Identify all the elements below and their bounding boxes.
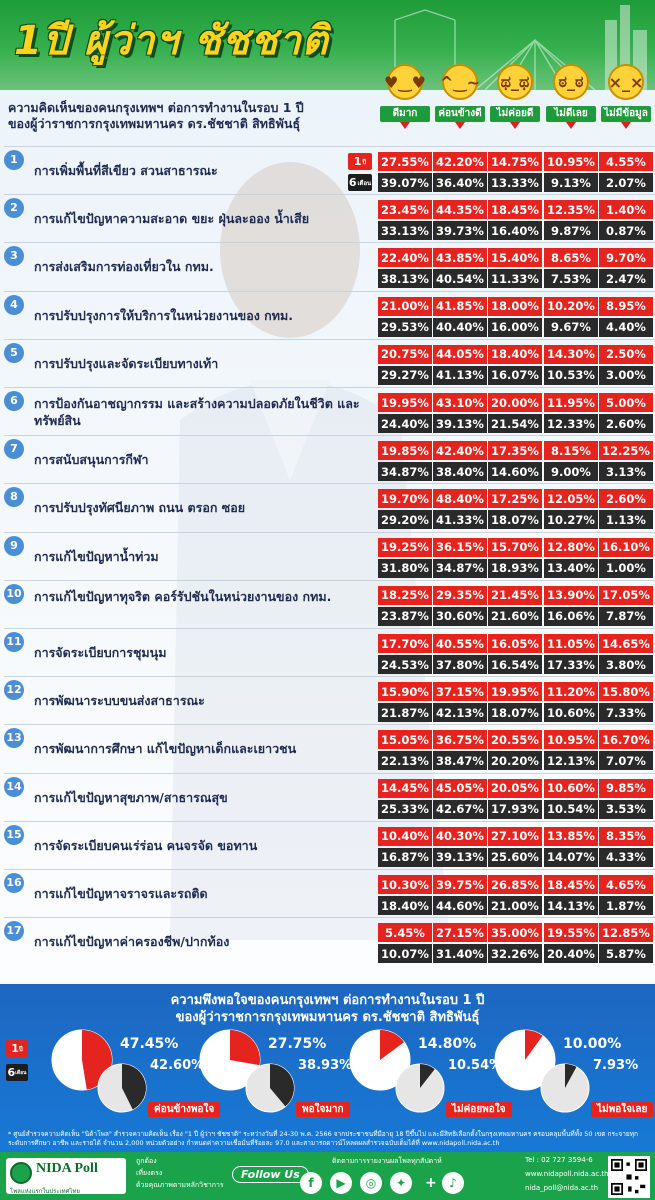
value-1-year-col-2: 36.15%	[433, 538, 487, 557]
value-6-month-col-2: 30.60%	[433, 607, 487, 626]
value-6-month-col-2: 31.40%	[433, 944, 487, 963]
value-1-year-col-4: 10.95%	[544, 152, 598, 171]
row-separator	[4, 194, 655, 195]
row-number: 17	[4, 921, 24, 941]
value-1-year-col-4: 10.60%	[544, 779, 598, 798]
value-6-month-col-4: 10.27%	[544, 510, 598, 529]
row-separator	[4, 917, 655, 918]
period-tag-6-month-num: 6	[348, 176, 357, 189]
legend-label-4: ไม่ดีเลย	[546, 106, 596, 122]
row-number: 15	[4, 825, 24, 845]
value-1-year-col-4: 11.20%	[544, 682, 598, 701]
value-1-year-col-5: 2.50%	[599, 345, 653, 364]
value-1-year-col-4: 10.20%	[544, 297, 598, 316]
value-6-month-col-5: 1.13%	[599, 510, 653, 529]
value-6-month-col-3: 18.93%	[488, 559, 542, 578]
value-6-month-col-5: 3.53%	[599, 800, 653, 819]
value-6-month-col-4: 7.53%	[544, 269, 598, 288]
row-separator	[4, 532, 655, 533]
value-6-month-col-5: 3.80%	[599, 655, 653, 674]
value-1-year-col-1: 15.90%	[378, 682, 432, 701]
row-separator	[4, 676, 655, 677]
value-1-year-col-3: 14.75%	[488, 152, 542, 171]
legend-label-5: ไม่มีข้อมูล	[601, 106, 651, 122]
row-separator	[4, 387, 655, 388]
pie-1-year-slice	[230, 1030, 260, 1065]
value-1-year-col-1: 21.00%	[378, 297, 432, 316]
value-1-year-col-5: 8.95%	[599, 297, 653, 316]
value-6-month-col-2: 40.54%	[433, 269, 487, 288]
row-number: 8	[4, 487, 24, 507]
value-1-year-col-1: 17.70%	[378, 634, 432, 653]
pie-1-year-value: 47.45%	[120, 1036, 179, 1052]
row-label: การปรับปรุงทัศนียภาพ ถนน ตรอก ซอย	[34, 500, 246, 516]
instagram-icon[interactable]: ◎	[360, 1172, 382, 1194]
row-separator	[4, 242, 655, 243]
youtube-icon[interactable]: ▶	[330, 1172, 352, 1194]
row-separator	[4, 291, 655, 292]
row-label: การจัดระเบียบคนเร่ร่อน คนจรจัด ขอทาน	[34, 837, 258, 853]
row-number: 1	[4, 150, 24, 170]
row-separator	[4, 724, 655, 725]
value-6-month-col-5: 2.07%	[599, 173, 653, 192]
value-1-year-col-3: 18.00%	[488, 297, 542, 316]
row-separator	[4, 146, 655, 147]
value-1-year-col-4: 13.85%	[544, 827, 598, 846]
value-1-year-col-3: 16.05%	[488, 634, 542, 653]
value-1-year-col-3: 18.45%	[488, 200, 542, 219]
subtitle	[8, 100, 368, 132]
value-1-year-col-4: 19.55%	[544, 923, 598, 942]
slogan-1: ถูกต้อง	[136, 1157, 157, 1165]
wink-emoji-icon: ^‿~	[442, 64, 478, 100]
value-6-month-col-4: 10.60%	[544, 703, 598, 722]
logo-subtitle: โพลแห่งแรกในประเทศไทย	[10, 1188, 80, 1195]
value-6-month-col-1: 23.87%	[378, 607, 432, 626]
value-6-month-col-1: 24.40%	[378, 414, 432, 433]
value-6-month-col-3: 14.60%	[488, 462, 542, 481]
value-1-year-col-2: 36.75%	[433, 730, 487, 749]
row-separator	[4, 821, 655, 822]
row-label: การแก้ไขปัญหาสุขภาพ/สาธารณสุข	[34, 789, 228, 805]
value-6-month-col-4: 10.54%	[544, 800, 598, 819]
value-1-year-col-5: 8.35%	[599, 827, 653, 846]
pie-category-label: ไม่พอใจเลย	[591, 1102, 653, 1117]
value-6-month-col-2: 38.40%	[433, 462, 487, 481]
pie-1-year-value: 27.75%	[268, 1036, 327, 1052]
value-1-year-col-5: 12.85%	[599, 923, 653, 942]
value-6-month-col-4: 9.67%	[544, 318, 598, 337]
pie-legend-1-year-unit: ปี	[18, 1045, 23, 1053]
value-6-month-col-3: 32.26%	[488, 944, 542, 963]
value-6-month-col-1: 22.13%	[378, 751, 432, 770]
value-1-year-col-3: 27.10%	[488, 827, 542, 846]
row-number: 11	[4, 632, 24, 652]
slogan-2: เที่ยงตรง	[136, 1169, 163, 1177]
value-1-year-col-4: 11.05%	[544, 634, 598, 653]
subtitle-line-1: ความคิดเห็นของคนกรุงเทพฯ ต่อการทำงานในรอบ 1 ปี	[8, 100, 304, 115]
row-separator	[4, 869, 655, 870]
row-number: 7	[4, 439, 24, 459]
row-number: 12	[4, 680, 24, 700]
value-6-month-col-1: 39.07%	[378, 173, 432, 192]
value-1-year-col-5: 16.70%	[599, 730, 653, 749]
value-6-month-col-5: 7.87%	[599, 607, 653, 626]
facebook-icon[interactable]: f	[300, 1172, 322, 1194]
value-6-month-col-2: 40.40%	[433, 318, 487, 337]
value-1-year-col-3: 20.55%	[488, 730, 542, 749]
value-6-month-col-3: 16.00%	[488, 318, 542, 337]
value-6-month-col-3: 21.60%	[488, 607, 542, 626]
value-6-month-col-5: 0.87%	[599, 221, 653, 240]
value-6-month-col-2: 37.80%	[433, 655, 487, 674]
value-6-month-col-4: 12.33%	[544, 414, 598, 433]
period-tag-1-year-num: 1	[353, 155, 362, 168]
period-tag-1-year-unit: ปี	[362, 158, 367, 166]
pie-legend-1-year-num: 1	[11, 1042, 19, 1055]
value-1-year-col-1: 10.40%	[378, 827, 432, 846]
value-1-year-col-1: 15.05%	[378, 730, 432, 749]
value-1-year-col-4: 12.80%	[544, 538, 598, 557]
value-1-year-col-3: 21.45%	[488, 586, 542, 605]
value-6-month-col-2: 36.40%	[433, 173, 487, 192]
row-label: การจัดระเบียบการชุมนุม	[34, 645, 167, 660]
row-number: 14	[4, 777, 24, 797]
row-number: 16	[4, 873, 24, 893]
value-6-month-col-2: 39.73%	[433, 221, 487, 240]
value-1-year-col-5: 9.85%	[599, 779, 653, 798]
row-label: การป้องกันอาชญากรรม และสร้างความปลอดภัยในชีวิต และทรัพย์สิน	[34, 396, 360, 428]
value-1-year-col-4: 8.15%	[544, 441, 598, 460]
legend-label-2: ค่อนข้างดี	[435, 106, 485, 122]
value-1-year-col-3: 15.70%	[488, 538, 542, 557]
value-6-month-col-5: 5.87%	[599, 944, 653, 963]
follow-us-badge: Follow Us	[232, 1166, 309, 1183]
row-separator	[4, 628, 655, 629]
value-1-year-col-2: 48.40%	[433, 489, 487, 508]
value-6-month-col-3: 16.07%	[488, 366, 542, 385]
value-1-year-col-5: 17.05%	[599, 586, 653, 605]
value-1-year-col-2: 37.15%	[433, 682, 487, 701]
main-title: 1ปี ผู้ว่าฯ ชัชชาติ	[14, 18, 329, 64]
pie-1-year-value: 10.00%	[563, 1036, 622, 1052]
plus-sign: +	[425, 1175, 437, 1191]
value-1-year-col-4: 12.05%	[544, 489, 598, 508]
value-1-year-col-2: 44.35%	[433, 200, 487, 219]
row-number: 5	[4, 343, 24, 363]
value-6-month-col-4: 13.40%	[544, 559, 598, 578]
value-6-month-col-1: 38.13%	[378, 269, 432, 288]
value-6-month-col-5: 2.47%	[599, 269, 653, 288]
value-1-year-col-5: 9.70%	[599, 248, 653, 267]
row-label: การส่งเสริมการท่องเที่ยวใน กทม.	[34, 259, 214, 275]
row-label: การสนับสนุนการกีฬา	[34, 452, 149, 468]
value-6-month-col-3: 18.07%	[488, 510, 542, 529]
value-6-month-col-3: 16.40%	[488, 221, 542, 240]
satisfaction-title-line-1: ความพึงพอใจของคนกรุงเทพฯ ต่อการทำงานในรอบ 1 ปี	[170, 993, 485, 1008]
row-separator	[4, 580, 655, 581]
row-label: การปรับปรุงการให้บริการในหน่วยงานของ กทม.	[34, 307, 293, 323]
value-1-year-col-2: 43.85%	[433, 248, 487, 267]
value-6-month-col-4: 14.13%	[544, 896, 598, 915]
value-1-year-col-3: 20.05%	[488, 779, 542, 798]
row-number: 4	[4, 295, 24, 315]
value-6-month-col-1: 21.87%	[378, 703, 432, 722]
value-1-year-col-2: 29.35%	[433, 586, 487, 605]
row-label: การพัฒนาระบบขนส่งสาธารณะ	[34, 693, 205, 709]
pie-6-month-value: 10.54%	[448, 1058, 503, 1073]
legend-column-5	[601, 64, 651, 129]
value-6-month-col-4: 14.07%	[544, 848, 598, 867]
value-6-month-col-5: 1.00%	[599, 559, 653, 578]
pie-legend-6-month-unit: เดือน	[15, 1069, 27, 1076]
pie-1-year-value: 14.80%	[418, 1036, 477, 1052]
pie-legend-6-month-num: 6	[7, 1066, 16, 1079]
value-1-year-col-3: 17.35%	[488, 441, 542, 460]
value-1-year-col-4: 12.35%	[544, 200, 598, 219]
value-1-year-col-4: 14.30%	[544, 345, 598, 364]
legend-label-3: ไม่ค่อยดี	[490, 106, 540, 122]
value-1-year-col-1: 19.85%	[378, 441, 432, 460]
value-6-month-col-1: 29.27%	[378, 366, 432, 385]
slogan-3: ด้วยคุณภาพตามหลักวิชาการ	[136, 1181, 224, 1189]
value-6-month-col-4: 12.13%	[544, 751, 598, 770]
value-6-month-col-5: 1.87%	[599, 896, 653, 915]
pie-category-label: ค่อนข้างพอใจ	[148, 1102, 220, 1117]
angry-emoji-icon: ಠ_ಠ	[553, 64, 589, 100]
value-1-year-col-1: 14.45%	[378, 779, 432, 798]
value-1-year-col-3: 26.85%	[488, 875, 542, 894]
value-1-year-col-1: 5.45%	[378, 923, 432, 942]
value-1-year-col-5: 16.10%	[599, 538, 653, 557]
row-separator	[4, 435, 655, 436]
row-number: 2	[4, 198, 24, 218]
legend-arrow-icon	[400, 122, 410, 129]
value-6-month-col-2: 39.13%	[433, 414, 487, 433]
row-label: การปรับปรุงและจัดระเบียบทางเท้า	[34, 355, 219, 371]
value-1-year-col-2: 41.85%	[433, 297, 487, 316]
value-6-month-col-3: 25.60%	[488, 848, 542, 867]
value-1-year-col-2: 27.15%	[433, 923, 487, 942]
pie-6-month-value: 42.60%	[150, 1058, 205, 1073]
value-6-month-col-1: 34.87%	[378, 462, 432, 481]
value-1-year-col-3: 35.00%	[488, 923, 542, 942]
tiktok-icon[interactable]: ♪	[442, 1172, 464, 1194]
value-6-month-col-3: 17.93%	[488, 800, 542, 819]
value-1-year-col-1: 10.30%	[378, 875, 432, 894]
value-1-year-col-4: 18.45%	[544, 875, 598, 894]
value-1-year-col-4: 10.95%	[544, 730, 598, 749]
value-6-month-col-5: 3.00%	[599, 366, 653, 385]
value-1-year-col-5: 5.00%	[599, 393, 653, 412]
value-6-month-col-2: 41.13%	[433, 366, 487, 385]
value-1-year-col-5: 1.40%	[599, 200, 653, 219]
legend-column-4	[546, 64, 596, 129]
legend-column-2	[435, 64, 485, 129]
period-tag-6-month	[348, 174, 372, 191]
value-6-month-col-4: 17.33%	[544, 655, 598, 674]
pie-category-label: พอใจมาก	[296, 1102, 350, 1117]
value-1-year-col-3: 18.40%	[488, 345, 542, 364]
qr-code-icon[interactable]	[608, 1156, 650, 1198]
value-6-month-col-2: 42.13%	[433, 703, 487, 722]
value-1-year-col-1: 19.70%	[378, 489, 432, 508]
value-6-month-col-5: 7.07%	[599, 751, 653, 770]
value-1-year-col-2: 40.30%	[433, 827, 487, 846]
legend-arrow-icon	[510, 122, 520, 129]
value-6-month-col-1: 25.33%	[378, 800, 432, 819]
value-6-month-col-4: 9.87%	[544, 221, 598, 240]
value-1-year-col-2: 44.05%	[433, 345, 487, 364]
value-6-month-col-1: 18.40%	[378, 896, 432, 915]
value-1-year-col-2: 42.40%	[433, 441, 487, 460]
value-1-year-col-2: 43.10%	[433, 393, 487, 412]
contact-tel: Tel : 02 727 3594-6	[525, 1156, 593, 1164]
contact-web[interactable]: www.nidapoll.nida.ac.th	[525, 1170, 609, 1178]
value-1-year-col-5: 4.65%	[599, 875, 653, 894]
logo-text: NIDA Poll	[36, 1161, 98, 1176]
value-1-year-col-5: 4.55%	[599, 152, 653, 171]
twitter-icon[interactable]: ✦	[390, 1172, 412, 1194]
value-6-month-col-5: 4.40%	[599, 318, 653, 337]
subtitle-line-2: ของผู้ว่าราชการกรุงเทพมหานคร ดร.ชัชชาติ สิทธิพันธุ์	[8, 116, 301, 131]
row-label: การเพิ่มพื้นที่สีเขียว สวนสาธารณะ	[34, 163, 218, 178]
value-6-month-col-3: 21.54%	[488, 414, 542, 433]
row-number: 13	[4, 728, 24, 748]
row-label: การแก้ไขปัญหาความสะอาด ขยะ ฝุ่นละออง น้ำเสีย	[34, 211, 310, 227]
row-number: 3	[4, 246, 24, 266]
value-1-year-col-1: 22.40%	[378, 248, 432, 267]
value-6-month-col-1: 24.53%	[378, 655, 432, 674]
value-6-month-col-1: 29.20%	[378, 510, 432, 529]
value-6-month-col-4: 20.40%	[544, 944, 598, 963]
value-1-year-col-5: 2.60%	[599, 489, 653, 508]
row-separator	[4, 339, 655, 340]
row-separator	[4, 773, 655, 774]
dizzy-emoji-icon: ×_×	[608, 64, 644, 100]
row-label: การแก้ไขปัญหาทุจริต คอร์รัปชันในหน่วยงานของ กทม.	[34, 588, 332, 604]
value-6-month-col-3: 11.33%	[488, 269, 542, 288]
row-label: การแก้ไขปัญหาค่าครองชีพ/ปากท้อง	[34, 934, 230, 950]
value-6-month-col-3: 16.54%	[488, 655, 542, 674]
satisfaction-title-line-2: ของผู้ว่าราชการกรุงเทพมหานคร ดร.ชัชชาติ สิทธิพันธุ์	[175, 1010, 480, 1025]
contact-email[interactable]: nida_poll@nida.ac.th	[525, 1184, 599, 1192]
value-1-year-col-5: 12.25%	[599, 441, 653, 460]
period-tag-1-year	[348, 153, 372, 170]
value-6-month-col-5: 2.60%	[599, 414, 653, 433]
follow-subtitle: ติดตามการรายงานผลโพลทุกสัปดาห์	[332, 1157, 442, 1165]
value-1-year-col-2: 40.55%	[433, 634, 487, 653]
value-6-month-col-2: 38.47%	[433, 751, 487, 770]
value-6-month-col-3: 18.07%	[488, 703, 542, 722]
value-1-year-col-3: 19.95%	[488, 682, 542, 701]
value-6-month-col-2: 42.67%	[433, 800, 487, 819]
nida-emblem-icon	[10, 1162, 32, 1184]
value-6-month-col-3: 20.20%	[488, 751, 542, 770]
row-separator	[4, 483, 655, 484]
value-1-year-col-4: 11.95%	[544, 393, 598, 412]
heart-eyes-emoji-icon: ♥‿♥	[387, 64, 423, 100]
value-6-month-col-1: 10.07%	[378, 944, 432, 963]
value-6-month-col-5: 3.13%	[599, 462, 653, 481]
value-1-year-col-5: 14.65%	[599, 634, 653, 653]
value-1-year-col-4: 13.90%	[544, 586, 598, 605]
row-label: การพัฒนาการศึกษา แก้ไขปัญหาเด็กและเยาวชน	[34, 741, 297, 757]
value-6-month-col-2: 44.60%	[433, 896, 487, 915]
value-1-year-col-1: 18.25%	[378, 586, 432, 605]
pie-6-month-value: 7.93%	[593, 1058, 639, 1073]
value-6-month-col-3: 21.00%	[488, 896, 542, 915]
legend-arrow-icon	[621, 122, 631, 129]
legend-arrow-icon	[566, 122, 576, 129]
value-1-year-col-4: 8.65%	[544, 248, 598, 267]
pie-6-month-value: 38.93%	[298, 1058, 353, 1073]
value-6-month-col-3: 13.33%	[488, 173, 542, 192]
value-6-month-col-1: 33.13%	[378, 221, 432, 240]
period-tag-6-month-unit: เดือน	[357, 179, 372, 187]
pie-category-label: ไม่ค่อยพอใจ	[446, 1102, 512, 1117]
value-1-year-col-1: 20.75%	[378, 345, 432, 364]
value-6-month-col-1: 29.53%	[378, 318, 432, 337]
value-1-year-col-1: 19.25%	[378, 538, 432, 557]
value-6-month-col-5: 7.33%	[599, 703, 653, 722]
legend-column-3	[490, 64, 540, 129]
methodology-note: * ศูนย์สำรวจความคิดเห็น "นิด้าโพล" สำรวจความคิดเห็น เรื่อง "1 ปี ผู้ว่าฯ ชัชชาติ" ระหว่างวันที่ 24-30 พ.ค. 2566 จากประชาชนที่มีอายุ 18 ปีขึ้นไป และมีสิทธิเลือกตั้งในกรุงเทพมหานคร ครอบคลุมพื้นที่ทั้ง 50 เขต กระจายทุกระดับการศึกษา อาชีพ และรายได้ จำนวน 2,000 หน่วยตัวอย่าง กำหนดค่าความเชื่อมั่นที่ร้อยละ 97.0 และสามารถดาวน์โหลดผลสำรวจฉบับเต็มได้ที่ www.nidapoll.nida.ac.th	[8, 1130, 638, 1147]
legend-arrow-icon	[455, 122, 465, 129]
value-6-month-col-4: 16.06%	[544, 607, 598, 626]
value-6-month-col-1: 16.87%	[378, 848, 432, 867]
value-1-year-col-2: 45.05%	[433, 779, 487, 798]
value-6-month-col-1: 31.80%	[378, 559, 432, 578]
value-1-year-col-3: 20.00%	[488, 393, 542, 412]
value-1-year-col-2: 42.20%	[433, 152, 487, 171]
row-number: 10	[4, 584, 24, 604]
value-1-year-col-3: 17.25%	[488, 489, 542, 508]
legend-label-1: ดีมาก	[380, 106, 430, 122]
value-6-month-col-2: 34.87%	[433, 559, 487, 578]
value-1-year-col-2: 39.75%	[433, 875, 487, 894]
row-label: การแก้ไขปัญหาน้ำท่วม	[34, 548, 159, 564]
legend-column-1	[380, 64, 430, 129]
value-6-month-col-4: 9.00%	[544, 462, 598, 481]
value-1-year-col-5: 15.80%	[599, 682, 653, 701]
value-6-month-col-2: 41.33%	[433, 510, 487, 529]
row-number: 6	[4, 391, 24, 411]
value-6-month-col-4: 10.53%	[544, 366, 598, 385]
sad-emoji-icon: ಥ_ಥ	[497, 64, 533, 100]
value-1-year-col-1: 19.95%	[378, 393, 432, 412]
value-6-month-col-2: 39.13%	[433, 848, 487, 867]
value-6-month-col-5: 4.33%	[599, 848, 653, 867]
value-1-year-col-3: 15.40%	[488, 248, 542, 267]
row-number: 9	[4, 536, 24, 556]
row-label: การแก้ไขปัญหาจราจรและรถติด	[34, 886, 208, 901]
value-1-year-col-1: 23.45%	[378, 200, 432, 219]
value-6-month-col-4: 9.13%	[544, 173, 598, 192]
value-1-year-col-1: 27.55%	[378, 152, 432, 171]
